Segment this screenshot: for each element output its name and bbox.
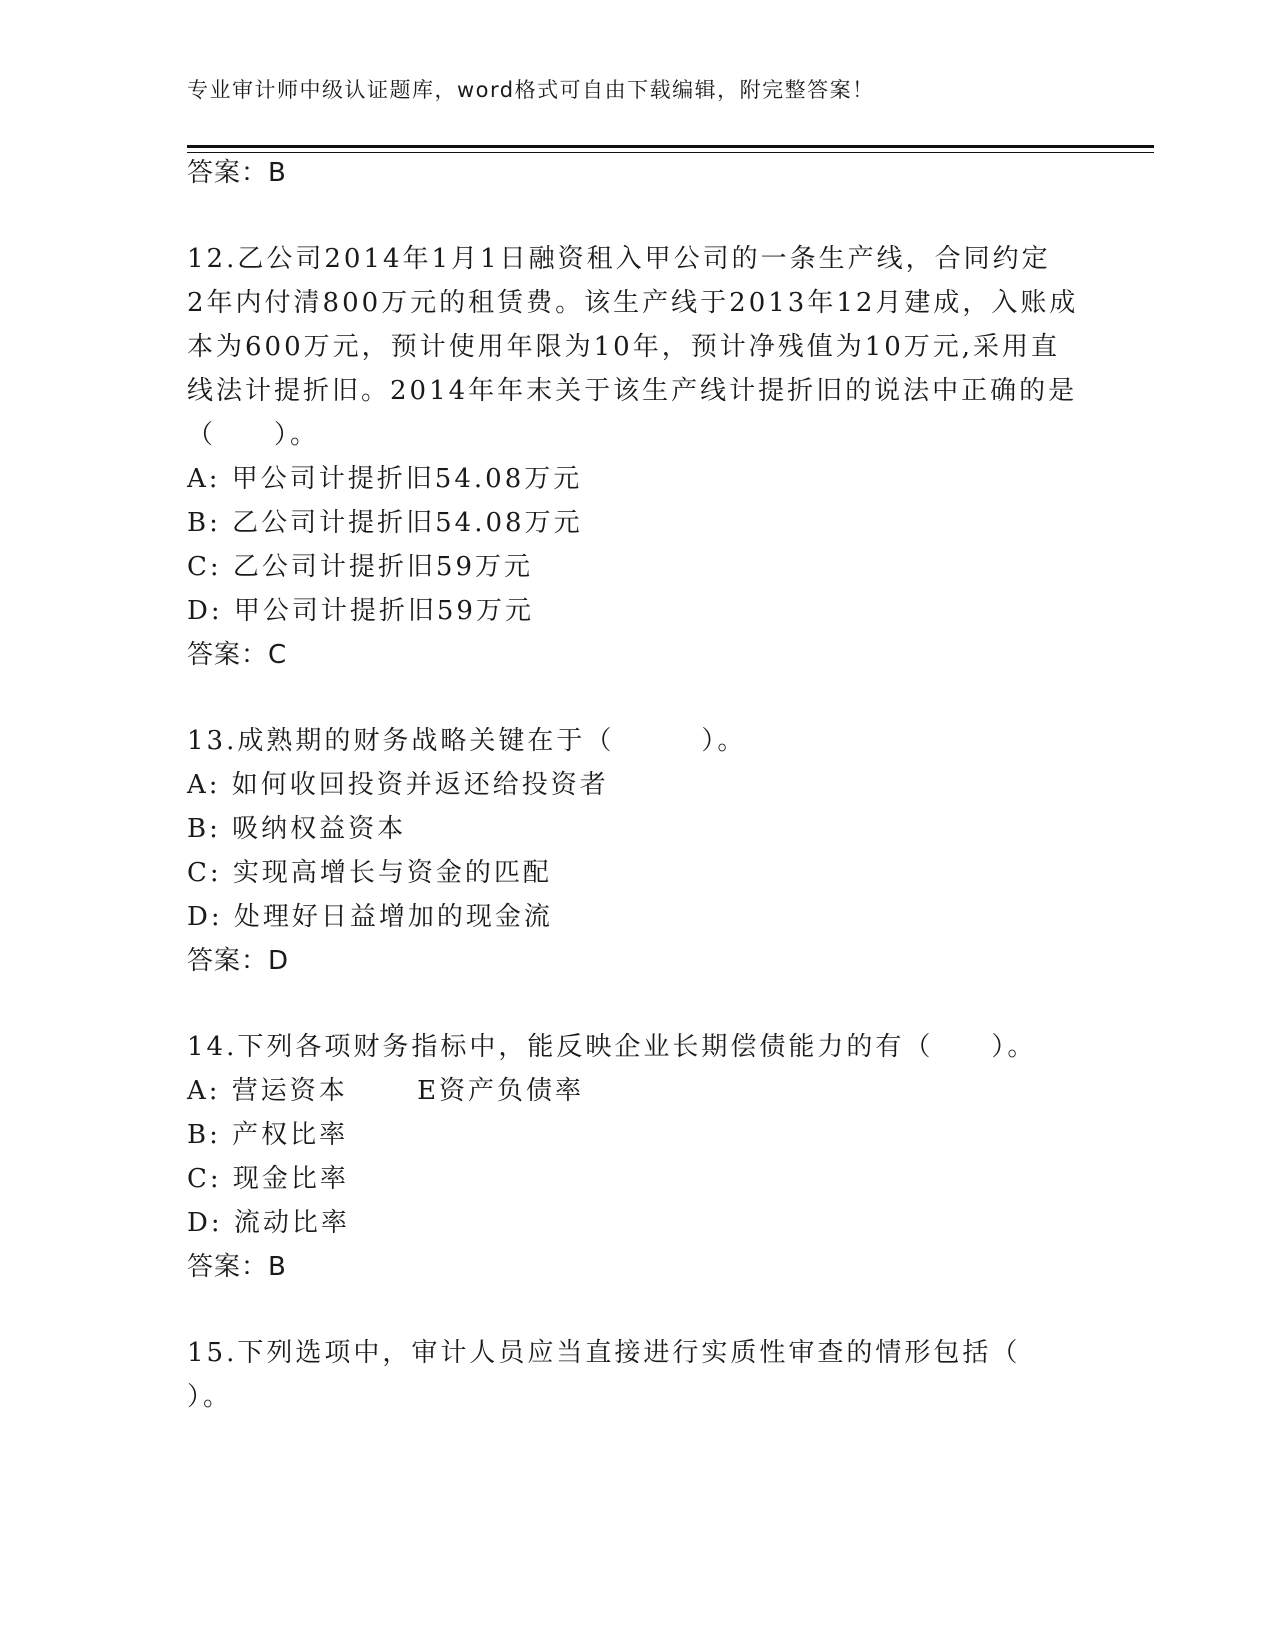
q13-line-1: 13.成熟期的财务战略关键在于（ ）。 <box>187 726 747 756</box>
q15-line-1: 15.下列选项中，审计人员应当直接进行实质性审查的情形包括（ <box>187 1338 1021 1368</box>
q12-line-3: 本为600万元，预计使用年限为10年，预计净残值为10万元,采用直 <box>187 332 1061 362</box>
q14-line-1: 14.下列各项财务指标中，能反映企业长期偿债能力的有（ ）。 <box>187 1032 1037 1062</box>
q12-line-5: （ ）。 <box>187 420 320 450</box>
q13-option-c: C: 实现高增长与资金的匹配 <box>187 858 552 888</box>
q12-option-a: A: 甲公司计提折旧54.08万元 <box>187 464 583 494</box>
q14-option-a: A: 营运资本 E资产负债率 <box>187 1076 585 1106</box>
q12-line-1: 12.乙公司2014年1月1日融资租入甲公司的一条生产线，合同约定 <box>187 244 1051 274</box>
q12-answer: 答案：C <box>187 640 288 670</box>
q12-option-d: D: 甲公司计提折旧59万元 <box>187 596 534 626</box>
q13-answer: 答案：D <box>187 946 290 976</box>
answer-prev: 答案：B <box>187 158 287 188</box>
q13-option-b: B: 吸纳权益资本 <box>187 814 407 844</box>
q14-option-c: C: 现金比率 <box>187 1164 349 1194</box>
header-rule-thin <box>187 152 1154 153</box>
page-header: 专业审计师中级认证题库，word格式可自由下载编辑，附完整答案！ <box>187 78 875 102</box>
q15-line-2: ）。 <box>187 1382 233 1412</box>
q12-option-c: C: 乙公司计提折旧59万元 <box>187 552 534 582</box>
q14-option-b: B: 产权比率 <box>187 1120 349 1150</box>
q12-option-b: B: 乙公司计提折旧54.08万元 <box>187 508 583 538</box>
q14-option-d: D: 流动比率 <box>187 1208 350 1238</box>
header-rule-thick <box>187 145 1154 148</box>
q12-line-2: 2年内付清800万元的租赁费。该生产线于2013年12月建成，入账成 <box>187 288 1079 318</box>
q14-answer: 答案：B <box>187 1252 287 1282</box>
q13-option-a: A: 如何收回投资并返还给投资者 <box>187 770 609 800</box>
q12-line-4: 线法计提折旧。2014年年末关于该生产线计提折旧的说法中正确的是 <box>187 376 1078 406</box>
q13-option-d: D: 处理好日益增加的现金流 <box>187 902 553 932</box>
